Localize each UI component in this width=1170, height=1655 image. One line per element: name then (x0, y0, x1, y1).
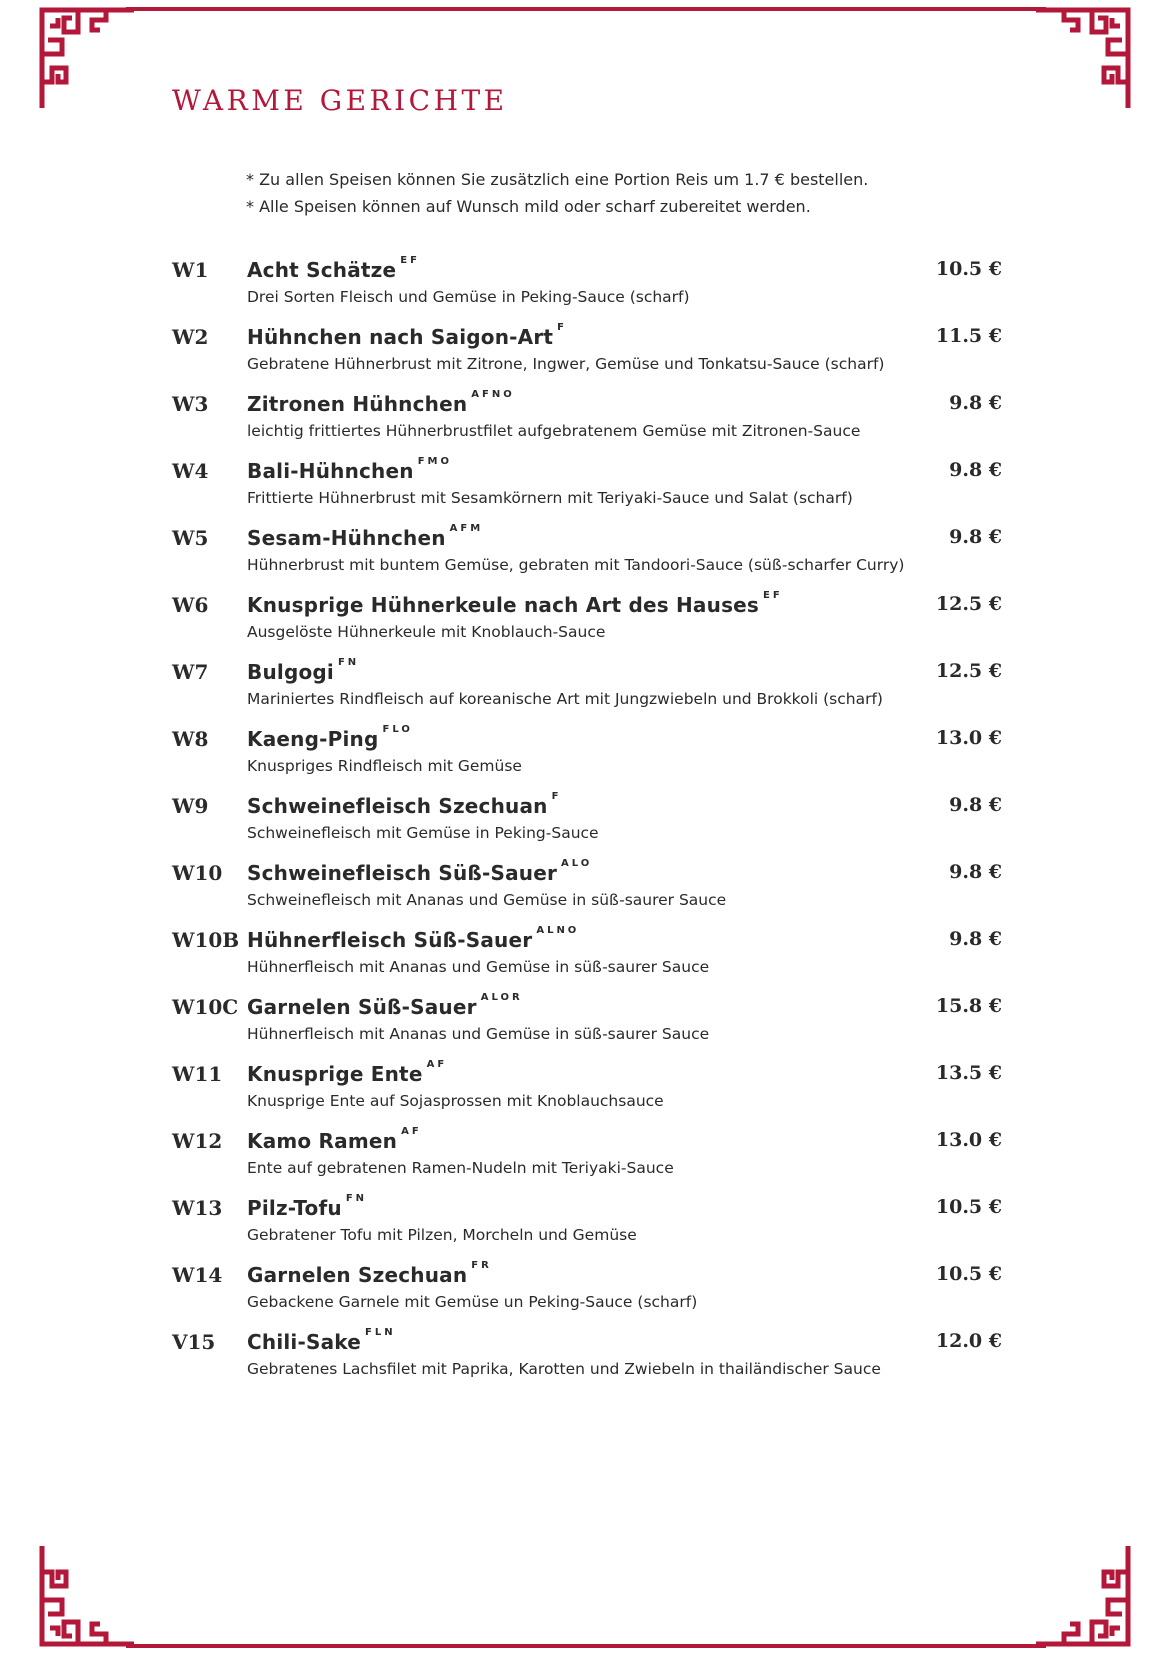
item-price: 9.8 € (949, 794, 1002, 816)
item-description: Hühnerfleisch mit Ananas und Gemüse in süß-saurer Sauce (247, 1025, 710, 1043)
menu-item (172, 1261, 1002, 1328)
item-name-text: Schweinefleisch Szechuan (247, 794, 548, 818)
item-name (247, 523, 484, 550)
item-name-text: Garnelen Szechuan (247, 1263, 468, 1287)
item-code: W2 (172, 325, 209, 349)
item-description: Schweinefleisch mit Gemüse in Peking-Sauce (247, 824, 599, 842)
menu-item (172, 1194, 1002, 1261)
item-name (247, 255, 420, 282)
item-code: W10 (172, 861, 223, 885)
allergen-codes: ALOR (480, 992, 523, 1003)
item-name (247, 1327, 396, 1354)
allergen-codes: FLO (382, 724, 413, 735)
item-name-text: Hühnerfleisch Süß-Sauer (247, 928, 533, 952)
item-price: 12.5 € (935, 593, 1002, 615)
item-description: Gebratene Hühnerbrust mit Zitrone, Ingwer, Gemüse und Tonkatsu-Sauce (scharf) (247, 355, 885, 373)
allergen-codes: FN (345, 1193, 368, 1204)
item-description: Ausgelöste Hühnerkeule mit Knoblauch-Sauce (247, 623, 606, 641)
allergen-codes: EF (400, 255, 420, 266)
item-price: 11.5 € (935, 325, 1002, 347)
menu-item (172, 926, 1002, 993)
item-name-text: Bali-Hühnchen (247, 459, 414, 483)
page-title: WARME GERICHTE (172, 84, 508, 117)
menu-item (172, 1127, 1002, 1194)
item-name (247, 322, 568, 349)
menu-item (172, 725, 1002, 792)
item-name-text: Garnelen Süß-Sauer (247, 995, 477, 1019)
item-price: 12.5 € (935, 660, 1002, 682)
item-name (247, 1193, 368, 1220)
allergen-codes: EF (763, 590, 783, 601)
item-name-text: Kamo Ramen (247, 1129, 398, 1153)
item-code: W9 (172, 794, 209, 818)
item-price: 10.5 € (935, 1196, 1002, 1218)
item-code: W7 (172, 660, 209, 684)
corner-ornament-top-right (1032, 4, 1132, 114)
corner-ornament-top-left (38, 4, 138, 114)
allergen-codes: AFNO (471, 389, 515, 400)
allergen-codes: FN (337, 657, 360, 668)
menu-item (172, 792, 1002, 859)
item-name (247, 456, 452, 483)
item-name (247, 724, 413, 751)
item-name-text: Sesam-Hühnchen (247, 526, 446, 550)
allergen-codes: FLN (365, 1327, 396, 1338)
note-spiciness: * Alle Speisen können auf Wunsch mild oder scharf zubereitet werden. (246, 197, 811, 216)
chinese-key-pattern-corner-icon (1032, 4, 1132, 114)
allergen-codes: ALNO (536, 925, 580, 936)
item-description: Frittierte Hühnerbrust mit Sesamkörnern mit Teriyaki-Sauce und Salat (scharf) (247, 489, 853, 507)
item-name-text: Knusprige Ente (247, 1062, 423, 1086)
frame-top-line (126, 7, 1046, 11)
item-code: W12 (172, 1129, 223, 1153)
note-rice: * Zu allen Speisen können Sie zusätzlich eine Portion Reis um 1.7 € bestellen. (246, 170, 869, 189)
item-price: 9.8 € (949, 459, 1002, 481)
corner-ornament-bottom-right (1032, 1540, 1132, 1650)
item-price: 13.5 € (935, 1062, 1002, 1084)
item-description: Knusprige Ente auf Sojasprossen mit Knoblauchsauce (247, 1092, 664, 1110)
menu-item (172, 323, 1002, 390)
item-code: W5 (172, 526, 209, 550)
item-name (247, 925, 580, 952)
frame-bottom-line (126, 1644, 1046, 1648)
allergen-codes: ALO (561, 858, 593, 869)
item-price: 13.0 € (935, 727, 1002, 749)
menu-item (172, 524, 1002, 591)
item-price: 9.8 € (949, 526, 1002, 548)
item-description: Ente auf gebratenen Ramen-Nudeln mit Teriyaki-Sauce (247, 1159, 674, 1177)
item-code: W14 (172, 1263, 223, 1287)
item-name-text: Acht Schätze (247, 258, 397, 282)
menu-item (172, 256, 1002, 323)
menu-notes (246, 166, 868, 220)
menu-item (172, 993, 1002, 1060)
item-price: 13.0 € (935, 1129, 1002, 1151)
item-name (247, 791, 562, 818)
chinese-key-pattern-corner-icon (1032, 1540, 1132, 1650)
item-name-text: Zitronen Hühnchen (247, 392, 468, 416)
item-name (247, 590, 783, 617)
item-code: W1 (172, 258, 209, 282)
item-name (247, 1059, 448, 1086)
item-description: Gebackene Garnele mit Gemüse un Peking-Sauce (scharf) (247, 1293, 698, 1311)
item-description: leichtig frittiertes Hühnerbrustfilet aufgebratenem Gemüse mit Zitronen-Sauce (247, 422, 861, 440)
item-description: Drei Sorten Fleisch und Gemüse in Peking-Sauce (scharf) (247, 288, 690, 306)
item-name (247, 389, 515, 416)
item-name (247, 657, 360, 684)
menu-item (172, 591, 1002, 658)
item-name (247, 1126, 422, 1153)
item-description: Mariniertes Rindfleisch auf koreanische Art mit Jungzwiebeln und Brokkoli (scharf) (247, 690, 883, 708)
menu-item (172, 390, 1002, 457)
item-price: 9.8 € (949, 928, 1002, 950)
item-name-text: Bulgogi (247, 660, 334, 684)
item-description: Hühnerfleisch mit Ananas und Gemüse in süß-saurer Sauce (247, 958, 710, 976)
item-name (247, 858, 593, 885)
item-price: 15.8 € (935, 995, 1002, 1017)
allergen-codes: FR (471, 1260, 492, 1271)
allergen-codes: AF (401, 1126, 422, 1137)
allergen-codes: AF (426, 1059, 448, 1070)
item-price: 10.5 € (935, 258, 1002, 280)
item-description: Hühnerbrust mit buntem Gemüse, gebraten mit Tandoori-Sauce (süß-scharfer Curry) (247, 556, 905, 574)
item-name (247, 1260, 492, 1287)
item-name-text: Chili-Sake (247, 1330, 362, 1354)
item-code: W13 (172, 1196, 223, 1220)
item-price: 10.5 € (935, 1263, 1002, 1285)
menu-item (172, 1328, 1002, 1395)
menu-item (172, 658, 1002, 725)
item-code: W3 (172, 392, 209, 416)
menu-item (172, 859, 1002, 926)
item-description: Gebratenes Lachsfilet mit Paprika, Karotten und Zwiebeln in thailändischer Sauce (247, 1360, 881, 1378)
item-description: Schweinefleisch mit Ananas und Gemüse in süß-saurer Sauce (247, 891, 727, 909)
chinese-key-pattern-corner-icon (38, 4, 138, 114)
corner-ornament-bottom-left (38, 1540, 138, 1650)
item-code: W8 (172, 727, 209, 751)
menu-item (172, 457, 1002, 524)
item-name (247, 992, 523, 1019)
item-name-text: Knusprige Hühnerkeule nach Art des Hauses (247, 593, 760, 617)
item-code: W11 (172, 1062, 223, 1086)
item-description: Gebratener Tofu mit Pilzen, Morcheln und Gemüse (247, 1226, 637, 1244)
allergen-codes: FMO (417, 456, 452, 467)
allergen-codes: AFM (449, 523, 484, 534)
item-name-text: Hühnchen nach Saigon-Art (247, 325, 554, 349)
item-price: 12.0 € (935, 1330, 1002, 1352)
item-code: W10C (172, 995, 239, 1019)
allergen-codes: F (551, 791, 562, 802)
item-name-text: Kaeng-Ping (247, 727, 379, 751)
item-code: W10B (172, 928, 240, 952)
menu-item (172, 1060, 1002, 1127)
item-code: V15 (172, 1330, 216, 1354)
item-description: Knuspriges Rindfleisch mit Gemüse (247, 757, 522, 775)
item-price: 9.8 € (949, 392, 1002, 414)
chinese-key-pattern-corner-icon (38, 1540, 138, 1650)
item-code: W4 (172, 459, 209, 483)
menu-list (172, 256, 1002, 1395)
allergen-codes: F (557, 322, 568, 333)
item-code: W6 (172, 593, 209, 617)
item-name-text: Schweinefleisch Süß-Sauer (247, 861, 558, 885)
item-name-text: Pilz-Tofu (247, 1196, 342, 1220)
item-price: 9.8 € (949, 861, 1002, 883)
